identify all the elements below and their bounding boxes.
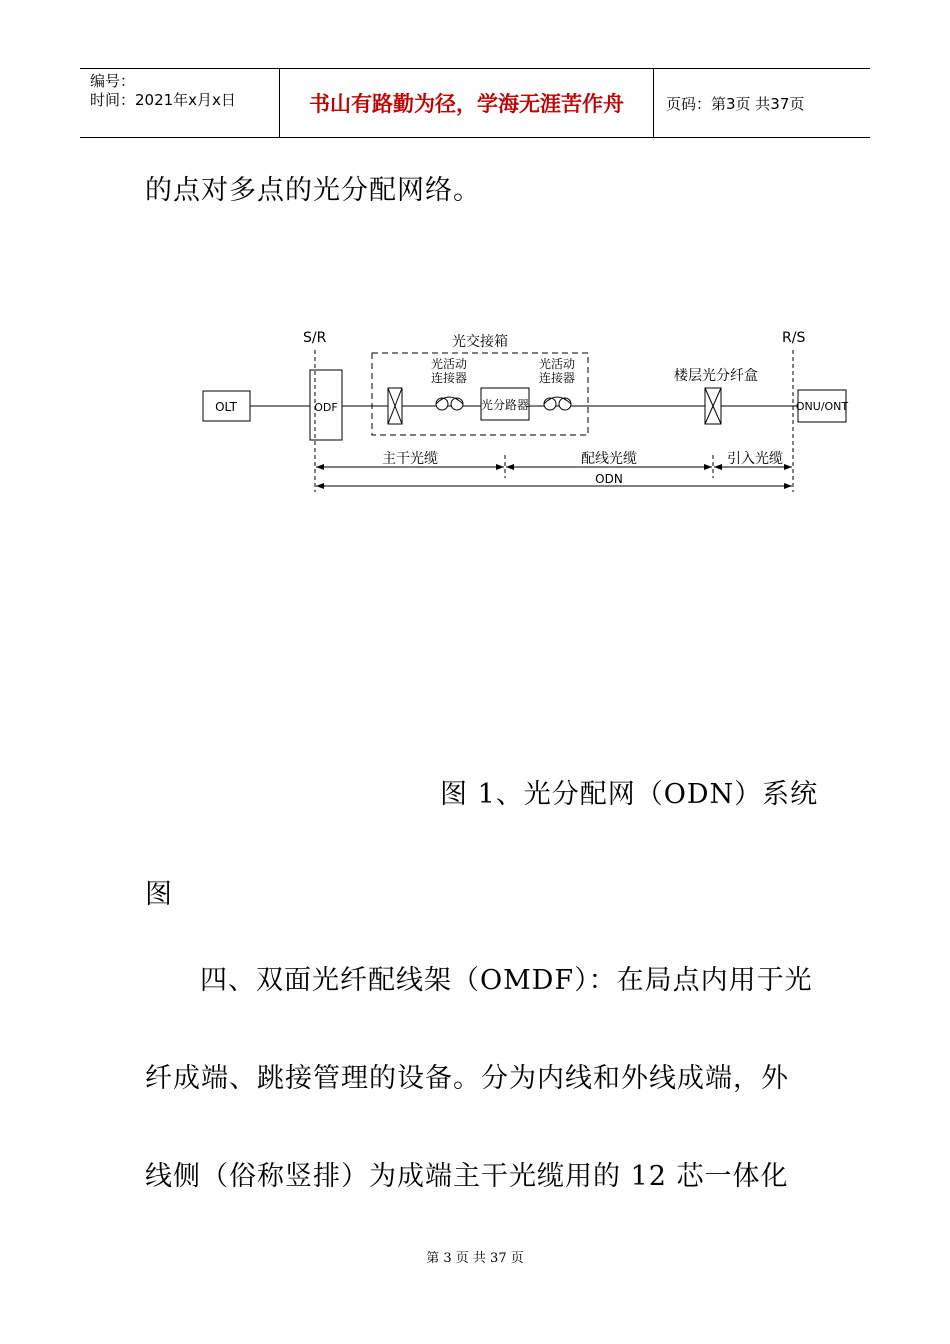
body-line-2: 四、双面光纤配线架（OMDF）：在局点内用于光 [200,965,813,996]
connector-1-label-b: 连接器 [430,371,468,385]
odn-diagram [195,320,855,500]
trunk-label: 主干光缆 [382,451,438,467]
connector-2-label-a: 光活动 [538,357,576,371]
header-motto: 书山有路勤为径，学海无涯苦作舟 [280,69,654,137]
figure-caption-1: 图 1、光分配网（ODN）系统 [440,779,819,810]
header-meta [80,69,280,137]
odn-label: ODN [595,472,623,486]
body-line-1: 的点对多点的光分配网络。 [145,175,481,206]
cabinet-adapter-icon [388,388,402,424]
onu-label: ONU/ONT [795,400,849,413]
connector-2-label-b: 连接器 [538,371,576,385]
connector-2-icon [544,397,571,410]
body-line-3: 纤成端、跳接管理的设备。分为内线和外线成端，外 [145,1063,789,1094]
header-page-info: 页码：第3页 共37页 [666,94,805,113]
rs-label: R/S [782,330,806,346]
body-line-4: 线侧（俗称竖排）为成端主干光缆用的 12 芯一体化 [145,1161,789,1192]
distribution-label: 配线光缆 [581,451,637,467]
connector-1-icon [436,397,463,410]
cabinet-label: 光交接箱 [452,334,508,350]
floor-box-adapter-icon [705,388,721,424]
header-time: 时间：2021年x月x日 [90,91,236,109]
floor-box-label: 楼层光分纤盒 [674,368,758,384]
header-number: 编号： [90,72,136,90]
figure-caption-2: 图 [145,879,173,910]
sr-label: S/R [303,330,327,346]
olt-label: OLT [215,400,237,414]
odf-label: ODF [314,401,338,414]
splitter-label: 光分路器 [480,398,530,412]
page-header [80,68,870,138]
connector-1-label-a: 光活动 [430,357,468,371]
page-footer: 第 3 页 共 37 页 [426,1251,524,1266]
drop-label: 引入光缆 [727,451,783,467]
